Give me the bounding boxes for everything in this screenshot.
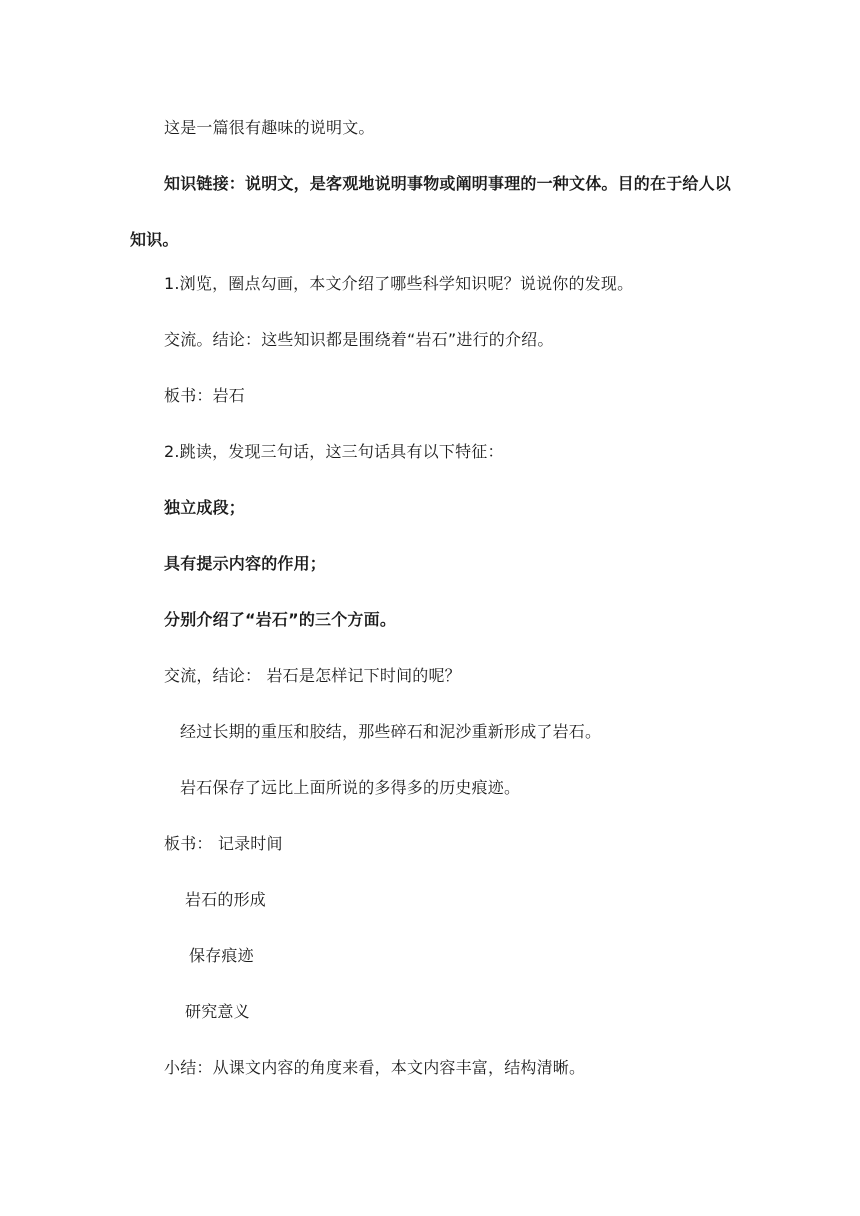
board-record-time: 板书： 记录时间 [164,834,283,853]
feature-3: 分别介绍了“岩石”的三个方面。 [164,610,397,629]
paragraph-board-rock: 板书：岩石 [164,386,246,405]
paragraph-step-2: 2.跳读，发现三句话，这三句话具有以下特征： [164,442,504,461]
feature-2: 具有提示内容的作用； [164,554,327,573]
paragraph-knowledge-link: 知识链接：说明文，是客观地说明事物或阐明事理的一种文体。目的在于给人以知识。 [130,174,732,249]
paragraph-exchange-conclusion: 交流。结论：这些知识都是围绕着“岩石”进行的介绍。 [164,330,554,349]
feature-1: 独立成段； [164,498,246,517]
paragraph-step-1: 1.浏览，圈点勾画，本文介绍了哪些科学知识呢？说说你的发现。 [164,274,634,293]
board-item-significance: 研究意义 [185,1002,250,1021]
paragraph-question: 交流，结论： 岩石是怎样记下时间的呢？ [164,666,461,685]
paragraph-formation: 经过长期的重压和胶结，那些碎石和泥沙重新形成了岩石。 [180,722,602,741]
board-item-formation: 岩石的形成 [185,890,267,909]
paragraph-traces: 岩石保存了远比上面所说的多得多的历史痕迹。 [180,778,521,797]
paragraph-intro: 这是一篇很有趣味的说明文。 [164,118,375,137]
paragraph-summary: 小结：从课文内容的角度来看，本文内容丰富，结构清晰。 [164,1058,586,1077]
board-item-traces: 保存痕迹 [189,946,254,965]
